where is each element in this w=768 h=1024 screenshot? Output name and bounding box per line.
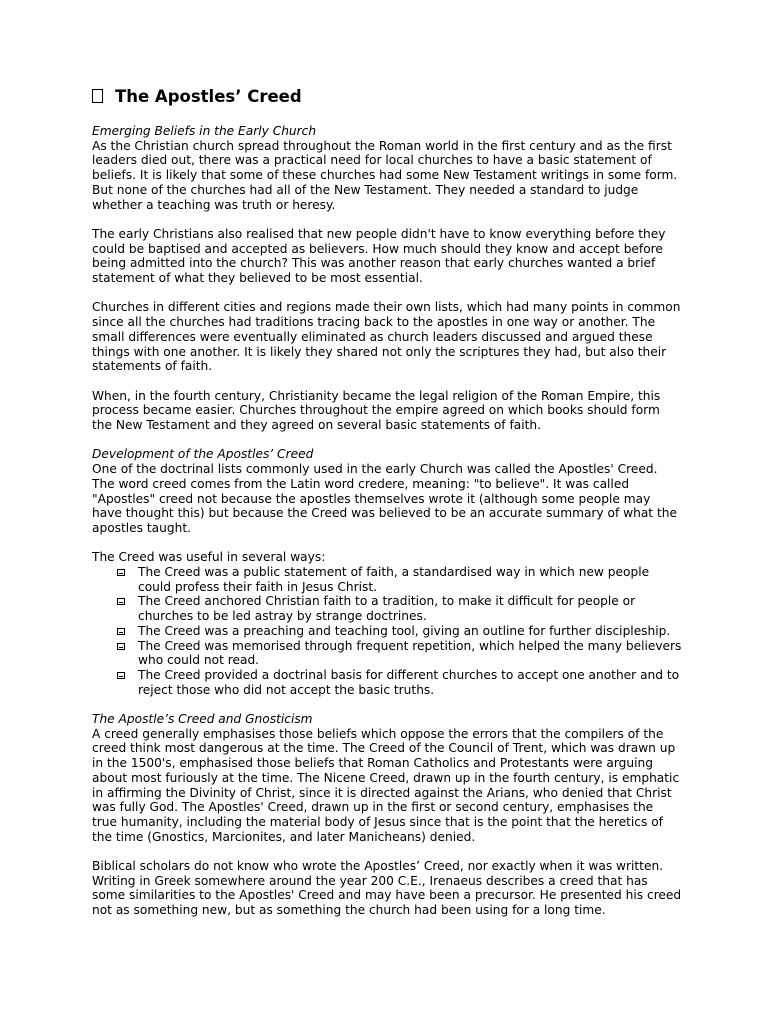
paragraph: One of the doctrinal lists commonly used in the early Church was called the Apostles' Creed. The word creed comes from the Latin word credere, meaning: "to believe". It was called "Apostles" creed not because the apostles themselves wrote it (although some people may have thought this) but because the Creed was believed to be an accurate summary of what the apostles taught. xyxy=(92,462,677,535)
paragraph: As the Christian church spread throughout the Roman world in the first century and as the first leaders died out, there was a practical need for local churches to have a basic statement of beliefs. It is likely that some of these churches had some New Testament writings in some form. But none of the churches had all of the New Testament. They needed a standard to judge whether a teaching was truth or heresy. xyxy=(92,138,678,212)
list-item: The Creed was memorised through frequent repetition, which helped the many believers who could not read. xyxy=(92,639,682,668)
title-text: The Apostles’ Creed xyxy=(115,87,302,106)
section-heading-emerging-beliefs: Emerging Beliefs in the Early Church xyxy=(92,124,317,138)
bullet-list-a xyxy=(92,565,682,624)
checkbox-bullet-icon xyxy=(117,643,125,650)
bullet-list-b xyxy=(92,624,682,698)
paragraph: A creed generally emphasises those beliefs which oppose the errors that the compilers of the creed think most dangerous at the time. The Creed of the Council of Trent, which was drawn up in the 1500's, emphasised those beliefs that Roman Catholics and Protestants were arguing about most furiously at the time. The Nicene Creed, drawn up in the fourth century, is emphatic in affirming the Divinity of Christ, since it is directed against the Arians, who denied that Christ was fully God. The Apostles' Creed, drawn up in the first or second century, emphasises the true humanity, including the material body of Jesus since that is the point that the heretics of the time (Gnostics, Marcionites, and later Manicheans) denied. xyxy=(92,726,680,844)
list-item: The Creed anchored Christian faith to a tradition, to make it difficult for people or churches to be led astray by strange doctrines. xyxy=(92,594,682,623)
list-item: The Creed was a public statement of faith, a standardised way in which new people could profess their faith in Jesus Christ. xyxy=(92,565,682,594)
paragraph: Churches in different cities and regions made their own lists, which had many points in common since all the churches had traditions tracing back to the apostles in one way or another. The small differences were eventually eliminated as church leaders discussed and argued these things with one another. It is likely they shared not only the scriptures they had, but also their statements of faith. xyxy=(92,300,681,374)
checkbox-bullet-icon xyxy=(117,628,125,635)
box-glyph-icon xyxy=(92,89,103,103)
paragraph: When, in the fourth century, Christianity became the legal religion of the Roman Empire, this process became easier. Churches throughout the empire agreed on which books should form the New Testament and they agreed on several basic statements of faith. xyxy=(92,388,661,433)
paragraph: Biblical scholars do not know who wrote the Apostles’ Creed, nor exactly when it was written. Writing in Greek somewhere around the year 200 C.E., Irenaeus describes a creed that has some similarities to the Apostles' Creed and may have been a precursor. He presented his creed not as something new, but as something the church had been using for a long time. xyxy=(92,859,682,918)
section-heading-gnosticism: The Apostle’s Creed and Gnosticism xyxy=(92,712,313,727)
checkbox-bullet-icon xyxy=(117,569,125,576)
section-heading-development: Development of the Apostles’ Creed xyxy=(92,447,314,462)
checkbox-bullet-icon xyxy=(117,672,125,679)
list-item: The Creed provided a doctrinal basis for different churches to accept one another and to reject those who did not accept the basic truths. xyxy=(92,668,682,697)
paragraph: The early Christians also realised that new people didn't have to know everything before they could be baptised and accepted as believers. How much should they know and accept before being admitted into the church? This was another reason that early churches wanted a brief statement of what they believed to be most essential. xyxy=(92,226,666,286)
list-item: The Creed was a preaching and teaching tool, giving an outline for further discipleship. xyxy=(92,624,682,639)
document-title xyxy=(92,86,302,108)
list-intro: The Creed was useful in several ways: xyxy=(92,550,326,565)
document-body xyxy=(92,124,682,918)
checkbox-bullet-icon xyxy=(117,598,125,605)
